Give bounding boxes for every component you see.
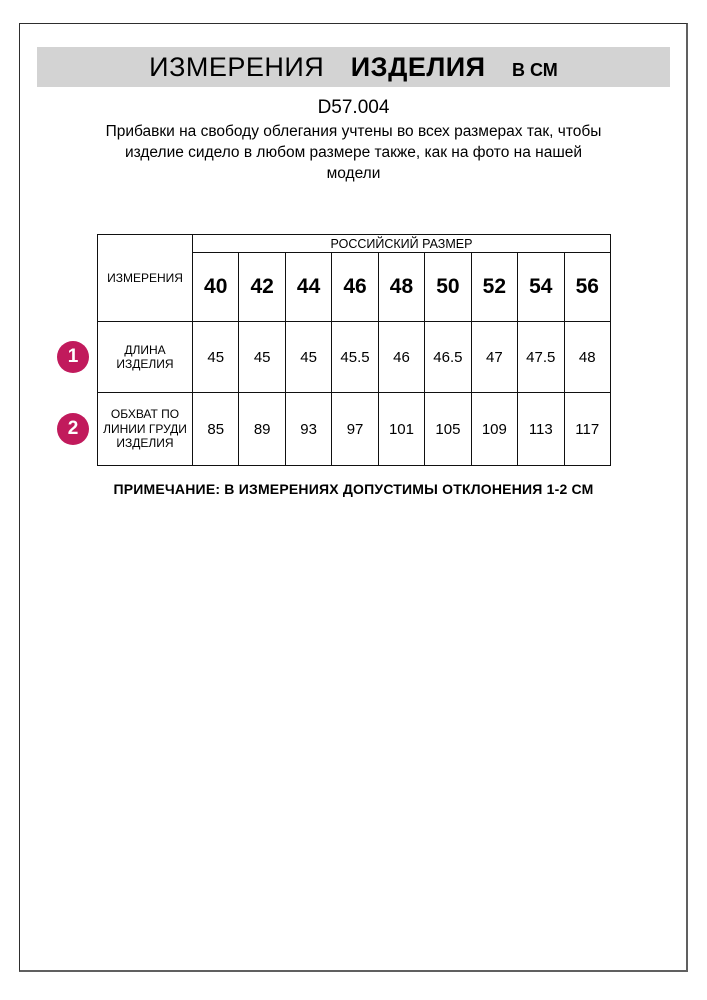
value-cell: 47	[471, 322, 517, 393]
value-cell: 105	[425, 393, 471, 466]
marker-2-number: 2	[67, 418, 79, 439]
table-row-chest	[98, 393, 611, 466]
row-label-length: ДЛИНА ИЗДЕЛИЯ	[98, 322, 193, 393]
article-code: D57.004	[317, 97, 390, 118]
value-cell: 113	[518, 393, 564, 466]
value-cell: 109	[471, 393, 517, 466]
description-line-1: Прибавки на свободу облегания учтены во всех размерах так, чтобы	[105, 123, 602, 140]
value-cell: 46	[378, 322, 424, 393]
value-cell: 46.5	[425, 322, 471, 393]
title-units: В СМ	[512, 60, 558, 80]
size-header-cell-54: 54	[518, 253, 564, 322]
russian-size-header-cell: РОССИЙСКИЙ РАЗМЕР	[193, 235, 611, 253]
marker-1-number: 1	[67, 346, 79, 367]
row-marker-2-badge	[57, 413, 89, 445]
value-cell: 45	[193, 322, 239, 393]
value-cell: 48	[564, 322, 611, 393]
product-description	[0, 121, 707, 184]
title-measurements: ИЗМЕРЕНИЯ	[149, 52, 325, 82]
value-cell: 117	[564, 393, 611, 466]
size-header-cell-56: 56	[564, 253, 611, 322]
measurements-corner-cell: ИЗМЕРЕНИЯ	[98, 235, 193, 322]
value-cell: 45.5	[332, 322, 378, 393]
title-bar	[37, 47, 670, 87]
value-cell: 97	[332, 393, 378, 466]
size-header-cell-52: 52	[471, 253, 517, 322]
title-product: ИЗДЕЛИЯ	[350, 52, 486, 82]
size-table	[97, 234, 611, 466]
value-cell: 45	[285, 322, 331, 393]
size-header-cell-42: 42	[239, 253, 285, 322]
value-cell: 101	[378, 393, 424, 466]
value-cell: 93	[285, 393, 331, 466]
value-cell: 47.5	[518, 322, 564, 393]
group-header-row	[98, 235, 611, 253]
value-cell: 45	[239, 322, 285, 393]
size-header-cell-50: 50	[425, 253, 471, 322]
row-label-chest: ОБХВАТ ПО ЛИНИИ ГРУДИ ИЗДЕЛИЯ	[98, 393, 193, 466]
note-text: ПРИМЕЧАНИЕ: В ИЗМЕРЕНИЯХ ДОПУСТИМЫ ОТКЛОНЕНИЯ 1-2 СМ	[113, 481, 594, 497]
size-header-cell-46: 46	[332, 253, 378, 322]
size-header-cell-44: 44	[285, 253, 331, 322]
description-line-3: модели	[326, 165, 381, 182]
size-header-cell-48: 48	[378, 253, 424, 322]
description-line-2: изделие сидело в любом размере также, как на фото на нашей	[124, 144, 583, 161]
size-header-cell-40: 40	[193, 253, 239, 322]
row-marker-1-badge	[57, 341, 89, 373]
value-cell: 85	[193, 393, 239, 466]
value-cell: 89	[239, 393, 285, 466]
table-row-length	[98, 322, 611, 393]
